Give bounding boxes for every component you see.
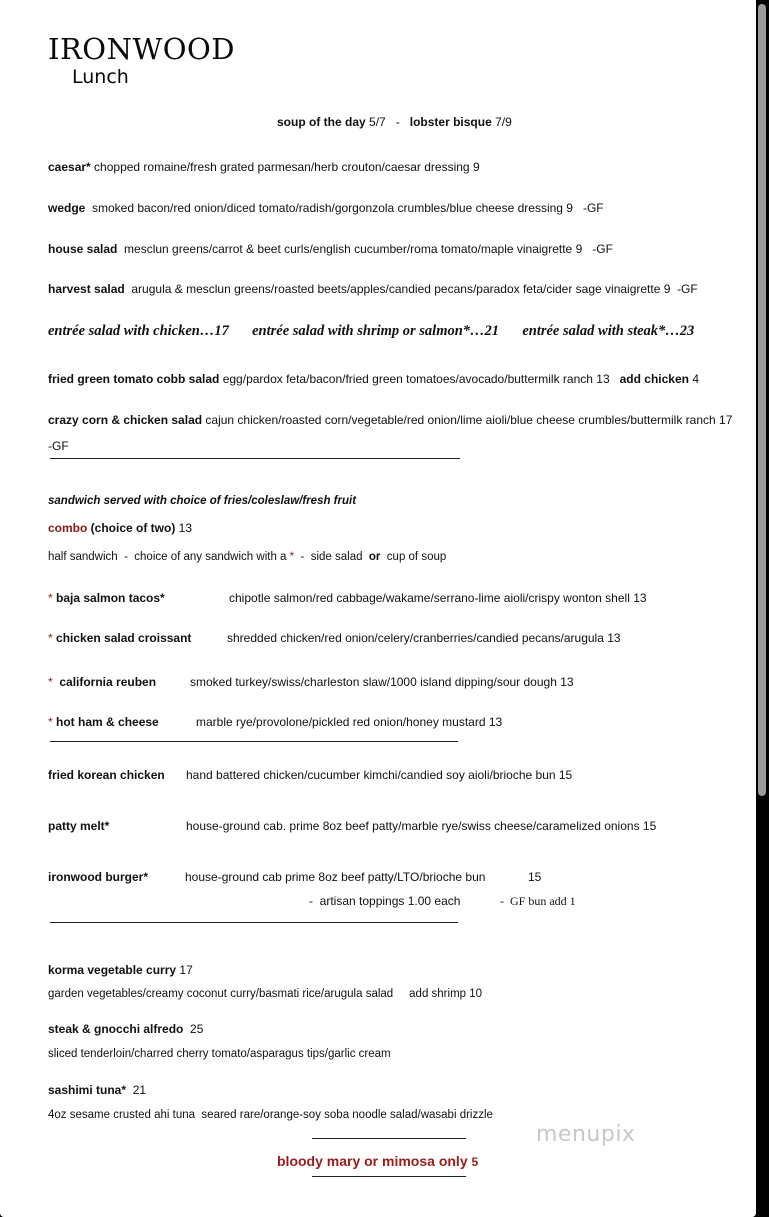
item-name: chicken salad croissant (56, 631, 192, 645)
item-price: 21 (126, 1083, 147, 1097)
menu-subtitle: Lunch (72, 66, 129, 88)
menu-item-cobb-salad (48, 371, 699, 387)
menu-item-patty-melt: patty melt* (48, 819, 110, 833)
menu-item-chicken-salad-croissant (48, 630, 191, 646)
menu-item-harvest-salad (48, 281, 698, 297)
item-desc: smoked turkey/swiss/charleston slaw/1000 island dipping/sour dough 13 (190, 675, 574, 689)
soup-price: 5/7 (369, 115, 386, 129)
gf-bun: - GF bun add 1 (500, 894, 576, 908)
menu-item-house-salad (48, 241, 613, 257)
item-name: caesar* (48, 160, 91, 174)
item-name: hot ham & cheese (56, 715, 159, 729)
add-chicken-label: add chicken (619, 372, 689, 386)
menu-item-fried-korean-chicken: fried korean chicken (48, 768, 165, 782)
menu-item-california-reuben (48, 674, 156, 690)
combo-price: 13 (175, 521, 193, 535)
item-desc: mesclun greens/carrot & beet curls/english cucumber/roma tomato/maple vinaigrette 9 -GF (117, 242, 613, 256)
item-desc: marble rye/provolone/pickled red onion/honey mustard 13 (196, 715, 503, 729)
entree-salad-line (48, 323, 694, 340)
item-name: harvest salad (48, 282, 125, 296)
bisque-price: 7/9 (495, 115, 512, 129)
item-desc: chipotle salmon/red cabbage/wakame/serrano-lime aioli/crispy wonton shell 13 (229, 591, 647, 605)
or-label: or (368, 551, 381, 563)
divider (50, 922, 458, 923)
sandwich-note: sandwich served with choice of fries/coleslaw/fresh fruit (48, 495, 357, 507)
half-text-2: - side salad (294, 551, 369, 563)
entree-salad-shrimp-salmon: entrée salad with shrimp or salmon*…21 (252, 323, 500, 339)
item-price: 17 (176, 963, 193, 977)
item-desc: garden vegetables/creamy coconut curry/basmati rice/arugula salad add shrimp 10 (48, 988, 483, 1000)
ironwood-logo: IRONWOOD (48, 32, 236, 66)
item-name: wedge (48, 201, 86, 215)
soup-name: soup of the day (277, 115, 366, 129)
item-name: korma vegetable curry (48, 963, 177, 977)
item-desc: chopped romaine/fresh grated parmesan/herb crouton/caesar dressing 9 (90, 160, 480, 174)
item-price: 15 (528, 870, 542, 884)
brunch-price: 5 (471, 1155, 479, 1169)
menu-item-ironwood-burger: ironwood burger* (48, 870, 148, 884)
red-star: * (48, 715, 57, 729)
scrollbar-thumb[interactable] (758, 4, 766, 796)
entree-salad-steak: entrée salad with steak*…23 (522, 323, 695, 339)
item-desc: sliced tenderloin/charred cherry tomato/asparagus tips/garlic cream (48, 1048, 391, 1060)
divider (50, 741, 458, 742)
item-name: sashimi tuna* (48, 1083, 127, 1097)
entree-salad-chicken: entrée salad with chicken…17 (48, 323, 229, 339)
artisan-toppings: - artisan toppings 1.00 each (309, 894, 461, 908)
brunch-drink-special (277, 1153, 478, 1169)
menu-item-caesar (48, 159, 480, 175)
red-star: * (48, 675, 60, 689)
red-star: * (289, 551, 295, 563)
item-name: fried green tomato cobb salad (48, 372, 220, 386)
item-desc: shredded chicken/red onion/celery/cranberries/candied pecans/arugula 13 (227, 631, 621, 645)
item-name: baja salmon tacos* (56, 591, 165, 605)
menu-item-steak-gnocchi (48, 1021, 203, 1037)
bisque-name: lobster bisque (409, 115, 492, 129)
menu-item-baja-salmon-tacos (48, 590, 165, 606)
item-desc: house-ground cab prime 8oz beef patty/LTO/brioche bun (185, 870, 486, 884)
item-desc: 4oz sesame crusted ahi tuna seared rare/orange-soy soba noodle salad/wasabi drizzle (48, 1109, 493, 1121)
red-star: * (48, 631, 57, 645)
item-name: crazy corn & chicken salad (48, 413, 203, 427)
item-name: steak & gnocchi alfredo (48, 1022, 184, 1036)
red-star: * (48, 591, 57, 605)
half-text: half sandwich - choice of any sandwich with a (48, 551, 290, 563)
item-desc: cajun chicken/roasted corn/vegetable/red onion/lime aioli/blue cheese crumbles/buttermilk ranch 17 (202, 413, 733, 427)
divider (50, 458, 460, 459)
soup-line (277, 114, 512, 130)
menu-item-korma-curry (48, 962, 193, 978)
item-price: 25 (183, 1022, 204, 1036)
brunch-text: bloody mary or mimosa only (277, 1153, 472, 1169)
item-desc: egg/pardox feta/bacon/fried green tomatoes/avocado/buttermilk ranch 13 (219, 372, 620, 386)
combo-label: combo (48, 521, 88, 535)
item-desc: house-ground cab. prime 8oz beef patty/marble rye/swiss cheese/caramelized onions 15 (186, 819, 657, 833)
add-chicken-price: 4 (688, 372, 699, 386)
menu-item-sashimi-tuna (48, 1082, 146, 1098)
corn-gf-label: -GF (48, 439, 69, 453)
menu-item-hot-ham-cheese (48, 714, 159, 730)
soup-separator: - (395, 115, 400, 129)
item-name: california reuben (59, 675, 157, 689)
combo-choice: (choice of two) (87, 521, 176, 535)
menu-item-corn-salad (48, 412, 732, 428)
combo-line (48, 520, 192, 536)
divider (312, 1176, 466, 1177)
item-desc: arugula & mesclun greens/roasted beets/apples/candied pecans/paradox feta/cider sage vinaigrette 9 -GF (124, 282, 698, 296)
menupix-watermark: menupix (536, 1122, 636, 1147)
menu-item-wedge (48, 200, 604, 216)
item-name: house salad (48, 242, 118, 256)
item-desc: smoked bacon/red onion/diced tomato/radish/gorgonzola crumbles/blue cheese dressing 9 -GF (85, 201, 604, 215)
half-text-3: cup of soup (380, 551, 447, 563)
item-desc: hand battered chicken/cucumber kimchi/candied soy aioli/brioche bun 15 (186, 768, 573, 782)
half-sandwich-line (48, 549, 446, 565)
divider (312, 1138, 466, 1139)
